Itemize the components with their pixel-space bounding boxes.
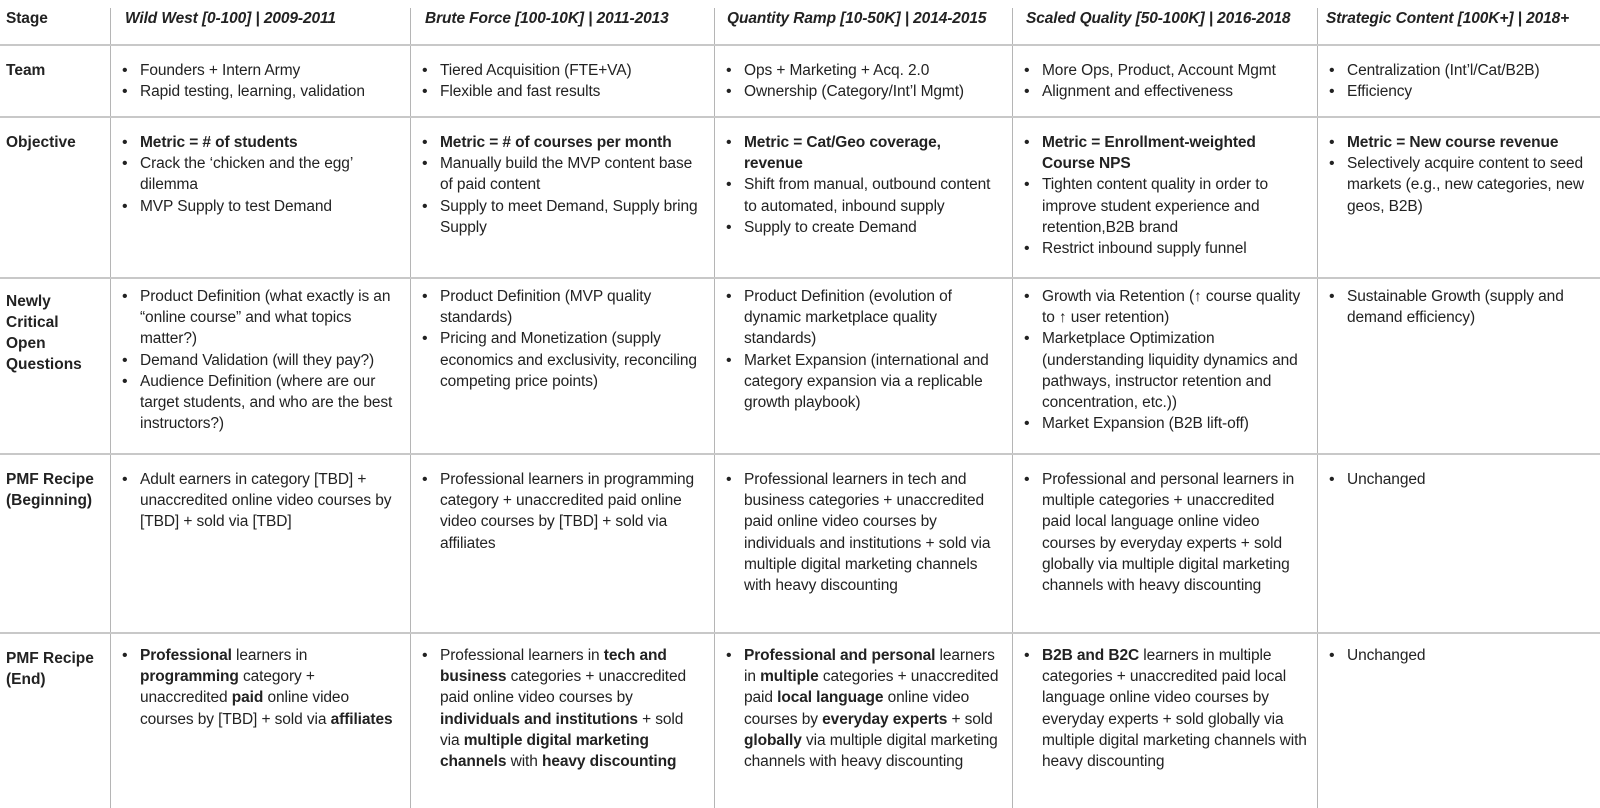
text-segment: Metric = # of courses per month — [440, 134, 672, 151]
bullet-list — [1327, 469, 1587, 490]
text-segment: local language — [777, 689, 884, 707]
text-segment: Unchanged — [1347, 647, 1426, 664]
row-divider — [0, 453, 1600, 455]
list-item — [420, 645, 702, 772]
bullet-list — [1327, 60, 1587, 102]
bullet-list — [120, 286, 398, 434]
text-segment: globally — [744, 731, 802, 749]
column-divider — [410, 8, 411, 808]
list-item — [1022, 60, 1307, 81]
text-segment: Audience Definition (where are our target students, and who are the best instructors?) — [140, 372, 393, 433]
text-segment: Metric = Cat/Geo coverage, revenue — [744, 134, 941, 173]
text-segment: paid — [231, 689, 264, 707]
table-cell — [1022, 469, 1307, 629]
text-segment: Demand Validation (will they pay?) — [140, 351, 375, 369]
text-segment: + sold via — [440, 710, 684, 749]
text-segment: online video courses by — [744, 689, 970, 728]
list-item — [1022, 174, 1307, 238]
text-segment: Metric = New course revenue — [1347, 134, 1559, 151]
bullet-list — [120, 645, 398, 730]
bullet-list — [420, 132, 702, 238]
bullet-list — [1022, 469, 1307, 596]
text-segment: Shift from manual, outbound content to automated, inbound supply — [744, 176, 991, 215]
list-item — [420, 81, 702, 102]
bullet-list — [1022, 645, 1307, 772]
list-item — [120, 196, 398, 217]
list-item — [120, 371, 398, 435]
list-item — [120, 469, 398, 533]
text-segment: Founders + Intern Army — [140, 62, 301, 79]
list-item — [1022, 81, 1307, 102]
table-cell — [120, 645, 398, 803]
list-item — [1022, 238, 1307, 259]
text-segment: Metric = Enrollment-weighted Course NPS — [1042, 134, 1256, 173]
table-cell — [724, 469, 1002, 629]
text-segment: learners in — [231, 647, 308, 664]
text-segment: MVP Supply to test Demand — [140, 197, 332, 215]
row-label-pmf-beginning: PMF Recipe (Beginning) — [6, 471, 94, 509]
text-segment: Supply to create Demand — [744, 218, 917, 236]
text-segment: Selectively acquire content to seed markets (e.g., new categories, new geos, B2B) — [1347, 155, 1584, 215]
bullet-list — [120, 60, 398, 102]
text-segment: programming — [140, 668, 239, 686]
text-segment: Adult earners in category [TBD] + unaccredited online video courses by [TBD] + sold via [TBD] — [140, 471, 392, 531]
text-segment: Professional learners in — [440, 647, 604, 664]
text-segment: Restrict inbound supply funnel — [1042, 240, 1247, 258]
list-item — [724, 132, 1002, 174]
list-item — [420, 60, 702, 81]
table-cell — [724, 645, 1002, 803]
bullet-list — [1022, 60, 1307, 102]
text-segment: categories + unaccredited paid online video courses by — [440, 668, 687, 707]
row-label-team: Team — [6, 62, 46, 79]
bullet-list — [120, 132, 398, 217]
bullet-list — [420, 645, 702, 772]
text-segment: Market Expansion (B2B lift-off) — [1042, 415, 1249, 433]
stage-header: Stage — [6, 10, 48, 27]
bullet-list — [724, 286, 1002, 413]
list-item — [420, 153, 702, 195]
bullet-list — [420, 469, 702, 554]
text-segment: via multiple digital marketing channels with heavy discounting — [744, 731, 998, 771]
list-item — [420, 469, 702, 554]
bullet-list — [1327, 645, 1587, 666]
column-divider — [1012, 8, 1013, 808]
row-divider — [0, 277, 1600, 279]
text-segment: Marketplace Optimization (understanding liquidity dynamics and pathways, instructor retention and concentration, etc.)) — [1042, 330, 1298, 412]
text-segment: + sold — [947, 710, 993, 728]
table-cell — [1022, 60, 1307, 112]
list-item — [1022, 328, 1307, 413]
text-segment: learners in multiple categories + unaccredited paid local language online video courses by everyday experts + sold globally via multiple digital marketing channels with heavy discounting — [1042, 647, 1307, 771]
bullet-list — [120, 469, 398, 533]
list-item — [1022, 469, 1307, 596]
list-item — [420, 132, 702, 153]
text-segment: heavy discounting — [541, 753, 677, 771]
list-item — [1022, 645, 1307, 772]
list-item — [120, 81, 398, 102]
table-cell — [1327, 60, 1587, 112]
text-segment: Efficiency — [1347, 83, 1413, 101]
bullet-list — [724, 645, 1002, 772]
list-item — [724, 60, 1002, 81]
bullet-list — [1022, 286, 1307, 434]
bullet-list — [1327, 132, 1587, 217]
text-segment: Ownership (Category/Int’l Mgmt) — [744, 83, 964, 101]
row-divider — [0, 116, 1600, 118]
column-header-quantity-ramp: Quantity Ramp [10-50K] | 2014-2015 — [727, 10, 987, 27]
row-divider — [0, 632, 1600, 634]
table-cell — [420, 645, 702, 803]
table-cell — [120, 132, 398, 274]
column-header-brute-force: Brute Force [100-10K] | 2011-2013 — [425, 10, 669, 27]
text-segment: Metric = # of students — [140, 134, 298, 151]
list-item — [724, 81, 1002, 102]
bullet-list — [724, 60, 1002, 102]
table-cell — [724, 286, 1002, 450]
bullet-list — [420, 286, 702, 392]
row-label-pmf-end: PMF Recipe (End) — [6, 650, 94, 688]
list-item — [120, 645, 398, 730]
bullet-list — [724, 132, 1002, 238]
text-segment: Tiered Acquisition (FTE+VA) — [440, 62, 632, 79]
text-segment: Ops + Marketing + Acq. 2.0 — [744, 62, 930, 79]
column-header-scaled-quality: Scaled Quality [50-100K] | 2016-2018 — [1026, 10, 1291, 27]
column-divider — [714, 8, 715, 808]
list-item — [420, 328, 702, 392]
column-divider — [1317, 8, 1318, 808]
table-cell — [120, 469, 398, 629]
bullet-list — [420, 60, 702, 102]
table-cell — [1327, 469, 1587, 629]
list-item — [1022, 132, 1307, 174]
text-segment: Pricing and Monetization (supply economics and exclusivity, reconciling competing price points) — [440, 330, 697, 390]
text-segment: Product Definition (MVP quality standards) — [440, 288, 652, 327]
table-cell — [420, 132, 702, 274]
list-item — [724, 645, 1002, 772]
list-item — [724, 350, 1002, 414]
text-segment: B2B and B2C — [1042, 647, 1140, 664]
column-header-wild-west: Wild West [0-100] | 2009-2011 — [125, 10, 336, 27]
text-segment: Sustainable Growth (supply and demand efficiency) — [1347, 288, 1564, 327]
table-cell — [1022, 645, 1307, 803]
list-item — [1327, 645, 1587, 666]
text-segment: Product Definition (what exactly is an “online course” and what topics matter?) — [140, 288, 391, 348]
table-cell — [1022, 286, 1307, 450]
text-segment: tech and business — [440, 647, 667, 686]
text-segment: Tighten content quality in order to improve student experience and retention,B2B brand — [1042, 176, 1268, 236]
list-item — [724, 286, 1002, 350]
table-cell — [420, 286, 702, 450]
text-segment: Supply to meet Demand, Supply bring Supply — [440, 197, 698, 236]
column-header-strategic-content: Strategic Content [100K+] | 2018+ — [1326, 10, 1570, 27]
text-segment: Crack the ‘chicken and the egg’ dilemma — [140, 155, 353, 194]
text-segment: multiple digital marketing channels — [440, 731, 649, 771]
text-segment: Alignment and effectiveness — [1042, 83, 1233, 101]
text-segment: Professional learners in programming category + unaccredited paid online video courses by [TBD] + sold via affiliates — [440, 471, 694, 552]
list-item — [724, 174, 1002, 216]
text-segment: multiple — [760, 668, 819, 686]
text-segment: online video courses by [TBD] + sold via — [140, 689, 349, 728]
text-segment: Rapid testing, learning, validation — [140, 83, 365, 101]
table-cell — [724, 60, 1002, 112]
list-item — [1327, 153, 1587, 217]
row-label-objective: Objective — [6, 134, 76, 151]
text-segment: individuals and institutions — [440, 710, 638, 728]
text-segment: Flexible and fast results — [440, 83, 601, 101]
bullet-list — [1022, 132, 1307, 259]
text-segment: everyday experts — [822, 710, 948, 728]
list-item — [1327, 469, 1587, 490]
table-cell — [1327, 286, 1587, 450]
table-cell — [724, 132, 1002, 274]
text-segment: learners in — [744, 647, 995, 686]
text-segment: Professional — [140, 647, 232, 664]
text-segment: category + unaccredited — [140, 668, 315, 707]
text-segment: Centralization (Int’l/Cat/B2B) — [1347, 62, 1540, 79]
bullet-list — [724, 469, 1002, 596]
text-segment: Unchanged — [1347, 471, 1426, 488]
list-item — [420, 196, 702, 238]
list-item — [120, 60, 398, 81]
text-segment: Professional and personal learners in multiple categories + unaccredited paid local language online video courses by everyday experts + sold globally via multiple digital marketing channels with heavy discounting — [1042, 471, 1295, 595]
list-item — [724, 469, 1002, 596]
text-segment: Growth via Retention (↑ course quality to ↑ user retention) — [1042, 288, 1301, 327]
list-item — [420, 286, 702, 328]
list-item — [1327, 132, 1587, 153]
list-item — [120, 153, 398, 195]
list-item — [120, 350, 398, 371]
list-item — [1327, 81, 1587, 102]
list-item — [1327, 60, 1587, 81]
text-segment: with — [506, 753, 542, 771]
list-item — [1022, 286, 1307, 328]
table-cell — [120, 60, 398, 112]
text-segment: Manually build the MVP content base of paid content — [440, 155, 693, 194]
list-item — [724, 217, 1002, 238]
list-item — [1022, 413, 1307, 434]
text-segment: More Ops, Product, Account Mgmt — [1042, 62, 1276, 79]
column-divider — [110, 8, 111, 808]
table-cell — [420, 60, 702, 112]
table-cell — [420, 469, 702, 629]
row-label-open-questions: Newly Critical Open Questions — [6, 293, 82, 373]
bullet-list — [1327, 286, 1587, 328]
text-segment: affiliates — [330, 710, 393, 728]
table-cell — [1022, 132, 1307, 274]
text-segment: Professional and personal — [744, 647, 936, 664]
text-segment: categories + unaccredited paid — [744, 668, 999, 707]
list-item — [120, 286, 398, 350]
list-item — [1327, 286, 1587, 328]
text-segment: Product Definition (evolution of dynamic marketplace quality standards) — [744, 288, 952, 348]
row-divider — [0, 44, 1600, 46]
table-cell — [1327, 645, 1587, 803]
list-item — [120, 132, 398, 153]
table-cell — [1327, 132, 1587, 274]
text-segment: Market Expansion (international and category expansion via a replicable growth playbook) — [744, 351, 989, 412]
text-segment: Professional learners in tech and business categories + unaccredited paid online video courses by individuals and institutions + sold via multiple digital marketing channels with heavy discounting — [744, 471, 991, 595]
table-cell — [120, 286, 398, 450]
